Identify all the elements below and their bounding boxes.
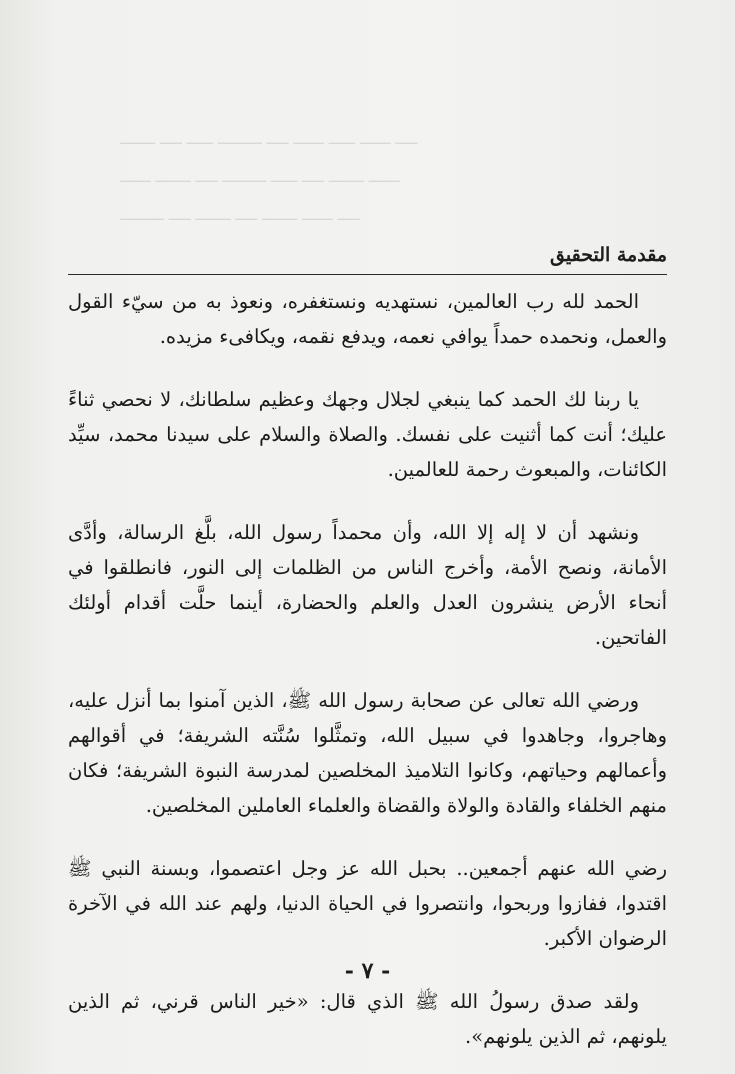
running-head xyxy=(68,240,667,275)
page-number: - ٧ - xyxy=(344,958,391,984)
section-title: مقدمة التحقيق xyxy=(550,244,667,266)
show-through-texture: ـــــــ ــــــــ ـــــ ــــــــــ ــــــ ـــــ ــــــــ ـــــــ xyxy=(120,168,400,186)
paragraph: يا ربنا لك الحمد كما ينبغي لجلال وجهك وعظيم سلطانك، لا نحصي ثناءً عليك؛ أنت كما أثنيت على نفسك. والصلاة والسلام على سيدنا محمد، سيِّد الكائنات، والمبعوث رحمة للعالمين. xyxy=(68,388,667,481)
paragraph: الحمد لله رب العالمين، نستهديه ونستغفره، ونعوذ به من سيّء القول والعمل، ونحمده حمداً يوافي نعمه، ويدفع نقمه، ويكافىء مزيده. xyxy=(68,290,667,348)
paragraph: ونشهد أن لا إله إلا الله، وأن محمداً رسول الله، بلَّغ الرسالة، وأدَّى الأمانة، ونصح الأمة، وأخرج الناس من الظلمات إلى النور، فانطلقوا في أنحاء الأرض ينشرون العدل والعلم والحضارة، أينما حلَّت أقدام أولئك الفاتحين. xyxy=(68,521,667,649)
show-through-texture: ــــــــ ـــــ ــــــ ــــــــــ ـــــ ـــــــ ــــــ ـــــــ ـــــ xyxy=(120,130,418,148)
paragraph: ورضي الله تعالى عن صحابة رسول الله ﷺ، الذين آمنوا بما أنزل عليه، وهاجروا، وجاهدوا في سبيل الله، وتمثَّلوا سُنَّته الشريفة؛ في أقوالهم وأعمالهم وحياتهم، وكانوا التلاميذ المخلصين لمدرسة النبوة الشريفة؛ فكان منهم الخلفاء والقادة والولاة والقضاة والعلماء العاملين المخلصين. xyxy=(68,689,667,817)
paragraph: رضي الله عنهم أجمعين.. بحبل الله عز وجل اعتصموا، وبسنة النبي ﷺ اقتدوا، ففازوا وربحوا، وانتصروا في الحياة الدنيا، ولهم عند الله في الآخرة الرضوان الأكبر. xyxy=(68,857,667,950)
show-through-texture: ــــــــــ ـــــ ــــــــ ـــــ ــــــــ ـــــــ ـــــ xyxy=(120,206,360,224)
paragraph: ولقد صدق رسولُ الله ﷺ الذي قال: «خير الناس قرني، ثم الذين يلونهم، ثم الذين يلونهم». xyxy=(68,990,667,1048)
body-text xyxy=(68,284,667,1074)
